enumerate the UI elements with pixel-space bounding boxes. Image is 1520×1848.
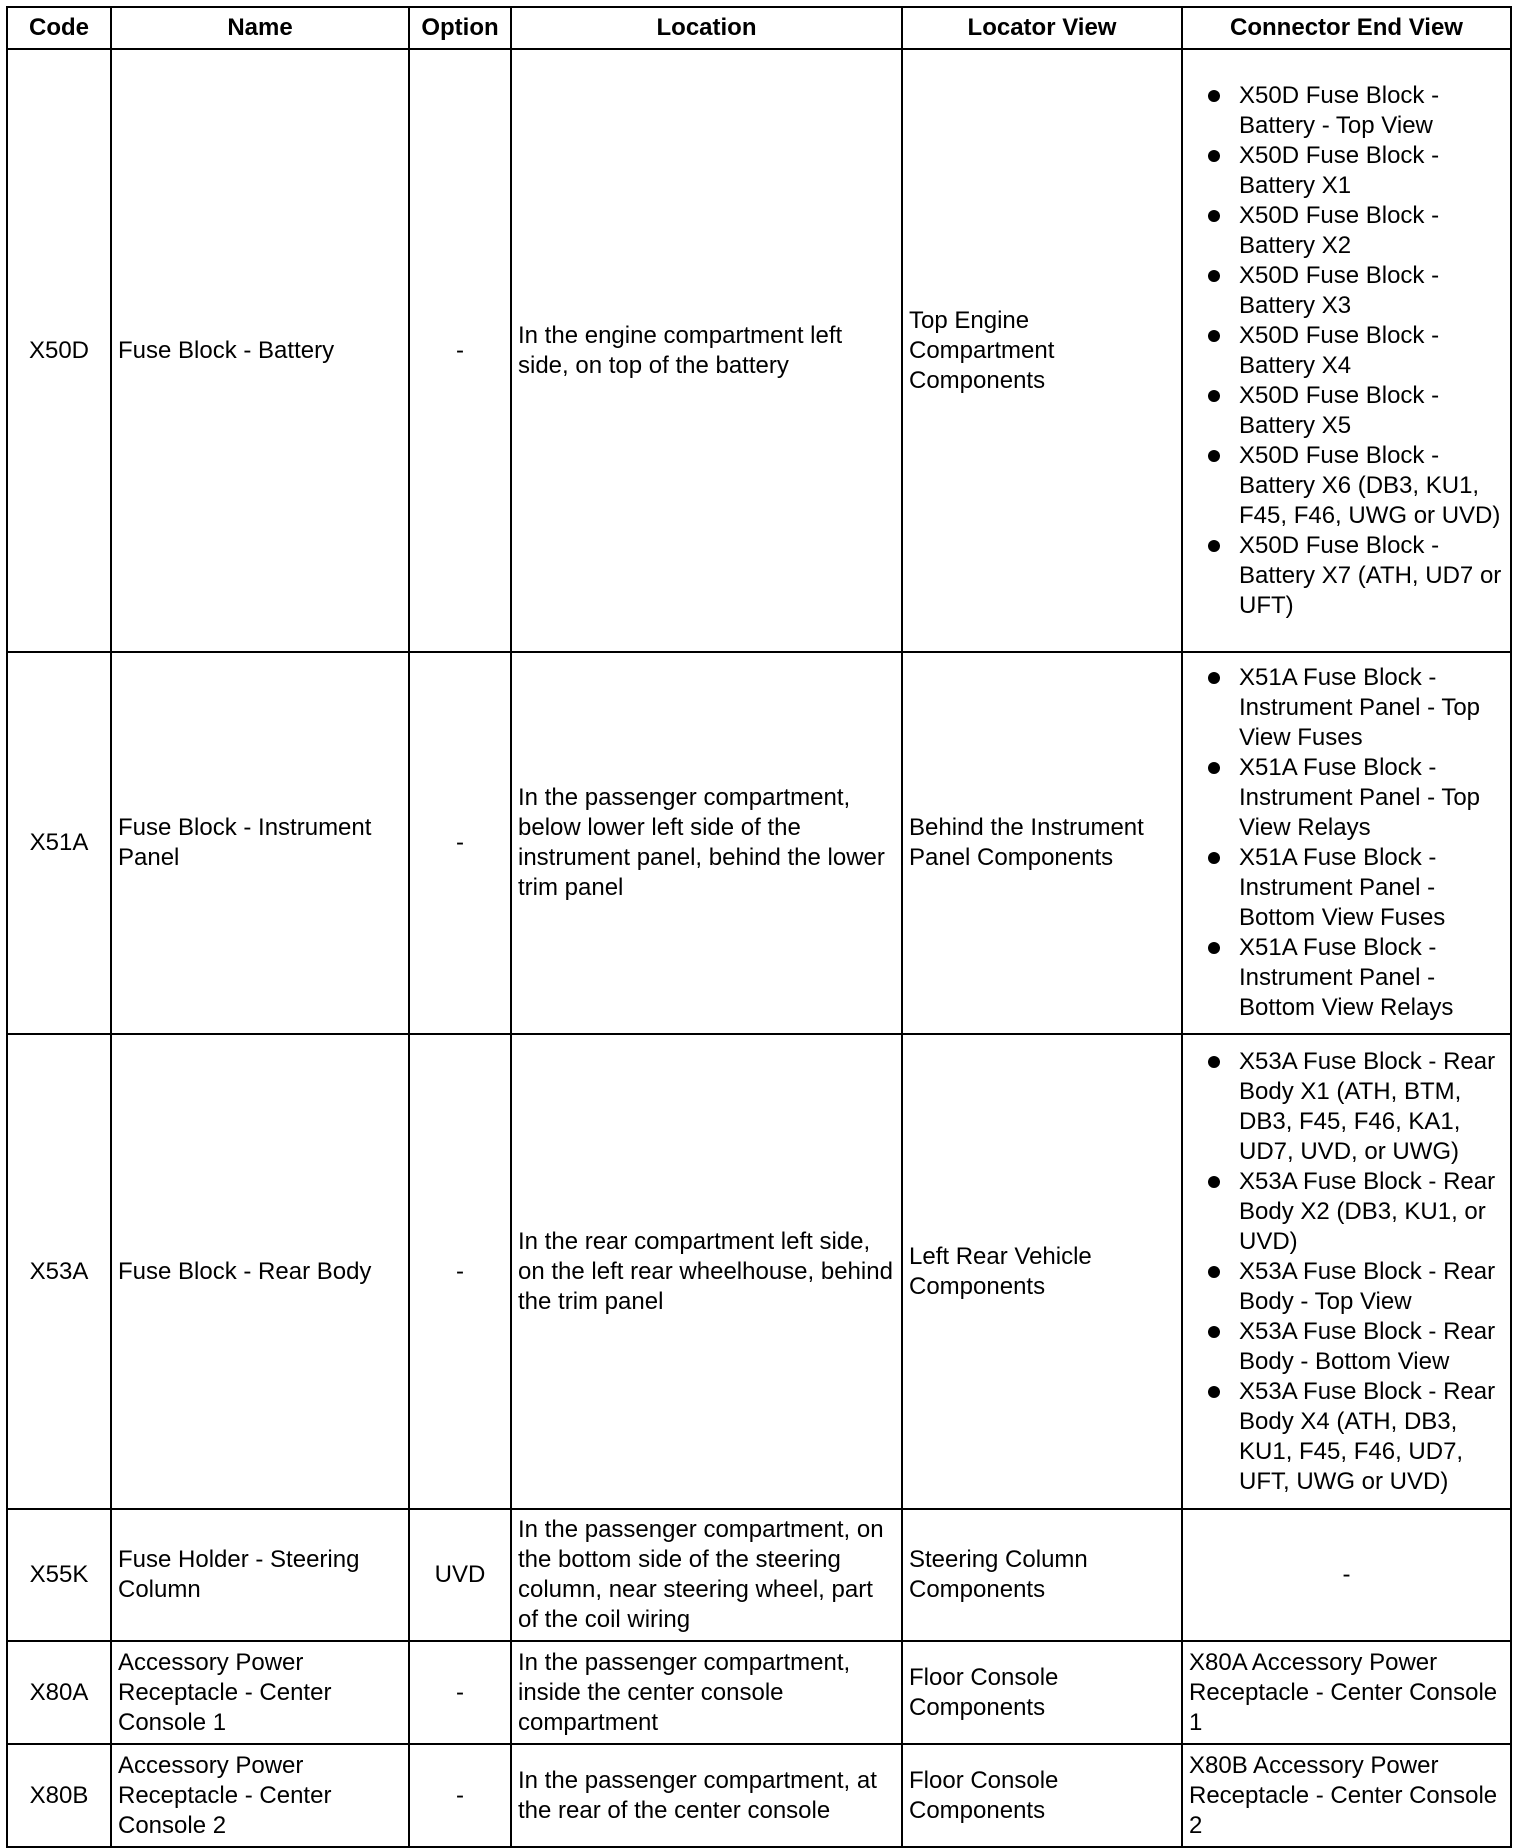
cell-locator-view: Floor Console Components <box>902 1744 1182 1847</box>
cell-location: In the engine compartment left side, on top of the battery <box>511 49 902 652</box>
connector-list-item: X50D Fuse Block - Battery - Top View <box>1239 81 1504 141</box>
cell-code: X80A <box>7 1641 111 1744</box>
connector-list-item: X50D Fuse Block - Battery X7 (ATH, UD7 or UFT) <box>1239 531 1504 621</box>
connector-list-item: X50D Fuse Block - Battery X1 <box>1239 141 1504 201</box>
header-option: Option <box>409 7 511 49</box>
cell-connector-end-view <box>1182 49 1511 652</box>
connector-list-item: X50D Fuse Block - Battery X2 <box>1239 201 1504 261</box>
connector-list-item: X50D Fuse Block - Battery X4 <box>1239 321 1504 381</box>
connector-list <box>1189 663 1504 1023</box>
connector-list-item: X53A Fuse Block - Rear Body X4 (ATH, DB3, KU1, F45, F46, UD7, UFT, UWG or UVD) <box>1239 1377 1504 1497</box>
cell-connector-end-view: X80A Accessory Power Receptacle - Center Console 1 <box>1182 1641 1511 1744</box>
cell-option: - <box>409 1744 511 1847</box>
cell-name: Accessory Power Receptacle - Center Console 1 <box>111 1641 409 1744</box>
cell-name: Fuse Block - Rear Body <box>111 1034 409 1509</box>
cell-code: X53A <box>7 1034 111 1509</box>
connector-list-item: X50D Fuse Block - Battery X5 <box>1239 381 1504 441</box>
cell-option: - <box>409 652 511 1034</box>
table-row <box>7 49 1511 652</box>
cell-name: Accessory Power Receptacle - Center Console 2 <box>111 1744 409 1847</box>
table-row <box>7 1509 1511 1641</box>
cell-location: In the rear compartment left side, on the left rear wheelhouse, behind the trim panel <box>511 1034 902 1509</box>
cell-location: In the passenger compartment, on the bottom side of the steering column, near steering wheel, part of the coil wiring <box>511 1509 902 1641</box>
header-locator-view: Locator View <box>902 7 1182 49</box>
cell-code: X51A <box>7 652 111 1034</box>
connector-list-item: X53A Fuse Block - Rear Body - Bottom View <box>1239 1317 1504 1377</box>
cell-option: - <box>409 1034 511 1509</box>
cell-locator-view: Steering Column Components <box>902 1509 1182 1641</box>
cell-code: X55K <box>7 1509 111 1641</box>
cell-connector-end-view: - <box>1182 1509 1511 1641</box>
header-code: Code <box>7 7 111 49</box>
cell-option: - <box>409 1641 511 1744</box>
cell-locator-view: Behind the Instrument Panel Components <box>902 652 1182 1034</box>
component-locator-table <box>6 6 1512 1848</box>
table-row <box>7 1641 1511 1744</box>
connector-list-item: X51A Fuse Block - Instrument Panel - Top View Fuses <box>1239 663 1504 753</box>
header-name: Name <box>111 7 409 49</box>
connector-list-item: X53A Fuse Block - Rear Body X1 (ATH, BTM, DB3, F45, F46, KA1, UD7, UVD, or UWG) <box>1239 1047 1504 1167</box>
connector-list-item: X50D Fuse Block - Battery X6 (DB3, KU1, F45, F46, UWG or UVD) <box>1239 441 1504 531</box>
header-location: Location <box>511 7 902 49</box>
cell-option: - <box>409 49 511 652</box>
cell-code: X50D <box>7 49 111 652</box>
cell-code: X80B <box>7 1744 111 1847</box>
connector-list <box>1189 81 1504 621</box>
connector-list-item: X53A Fuse Block - Rear Body - Top View <box>1239 1257 1504 1317</box>
connector-list-item: X51A Fuse Block - Instrument Panel - Top View Relays <box>1239 753 1504 843</box>
cell-location: In the passenger compartment, inside the center console compartment <box>511 1641 902 1744</box>
cell-name: Fuse Block - Instrument Panel <box>111 652 409 1034</box>
cell-connector-end-view <box>1182 1034 1511 1509</box>
cell-connector-end-view <box>1182 652 1511 1034</box>
connector-list-item: X50D Fuse Block - Battery X3 <box>1239 261 1504 321</box>
connector-list-item: X53A Fuse Block - Rear Body X2 (DB3, KU1, or UVD) <box>1239 1167 1504 1257</box>
connector-list <box>1189 1047 1504 1497</box>
table-row <box>7 652 1511 1034</box>
cell-name: Fuse Holder - Steering Column <box>111 1509 409 1641</box>
cell-name: Fuse Block - Battery <box>111 49 409 652</box>
header-connector-end-view: Connector End View <box>1182 7 1511 49</box>
cell-locator-view: Top Engine Compartment Components <box>902 49 1182 652</box>
table-header-row <box>7 7 1511 49</box>
connector-list-item: X51A Fuse Block - Instrument Panel - Bottom View Relays <box>1239 933 1504 1023</box>
cell-locator-view: Floor Console Components <box>902 1641 1182 1744</box>
connector-list-item: X51A Fuse Block - Instrument Panel - Bottom View Fuses <box>1239 843 1504 933</box>
table-row <box>7 1744 1511 1847</box>
cell-locator-view: Left Rear Vehicle Components <box>902 1034 1182 1509</box>
cell-connector-end-view: X80B Accessory Power Receptacle - Center Console 2 <box>1182 1744 1511 1847</box>
cell-option: UVD <box>409 1509 511 1641</box>
cell-location: In the passenger compartment, below lower left side of the instrument panel, behind the lower trim panel <box>511 652 902 1034</box>
cell-location: In the passenger compartment, at the rear of the center console <box>511 1744 902 1847</box>
table-row <box>7 1034 1511 1509</box>
